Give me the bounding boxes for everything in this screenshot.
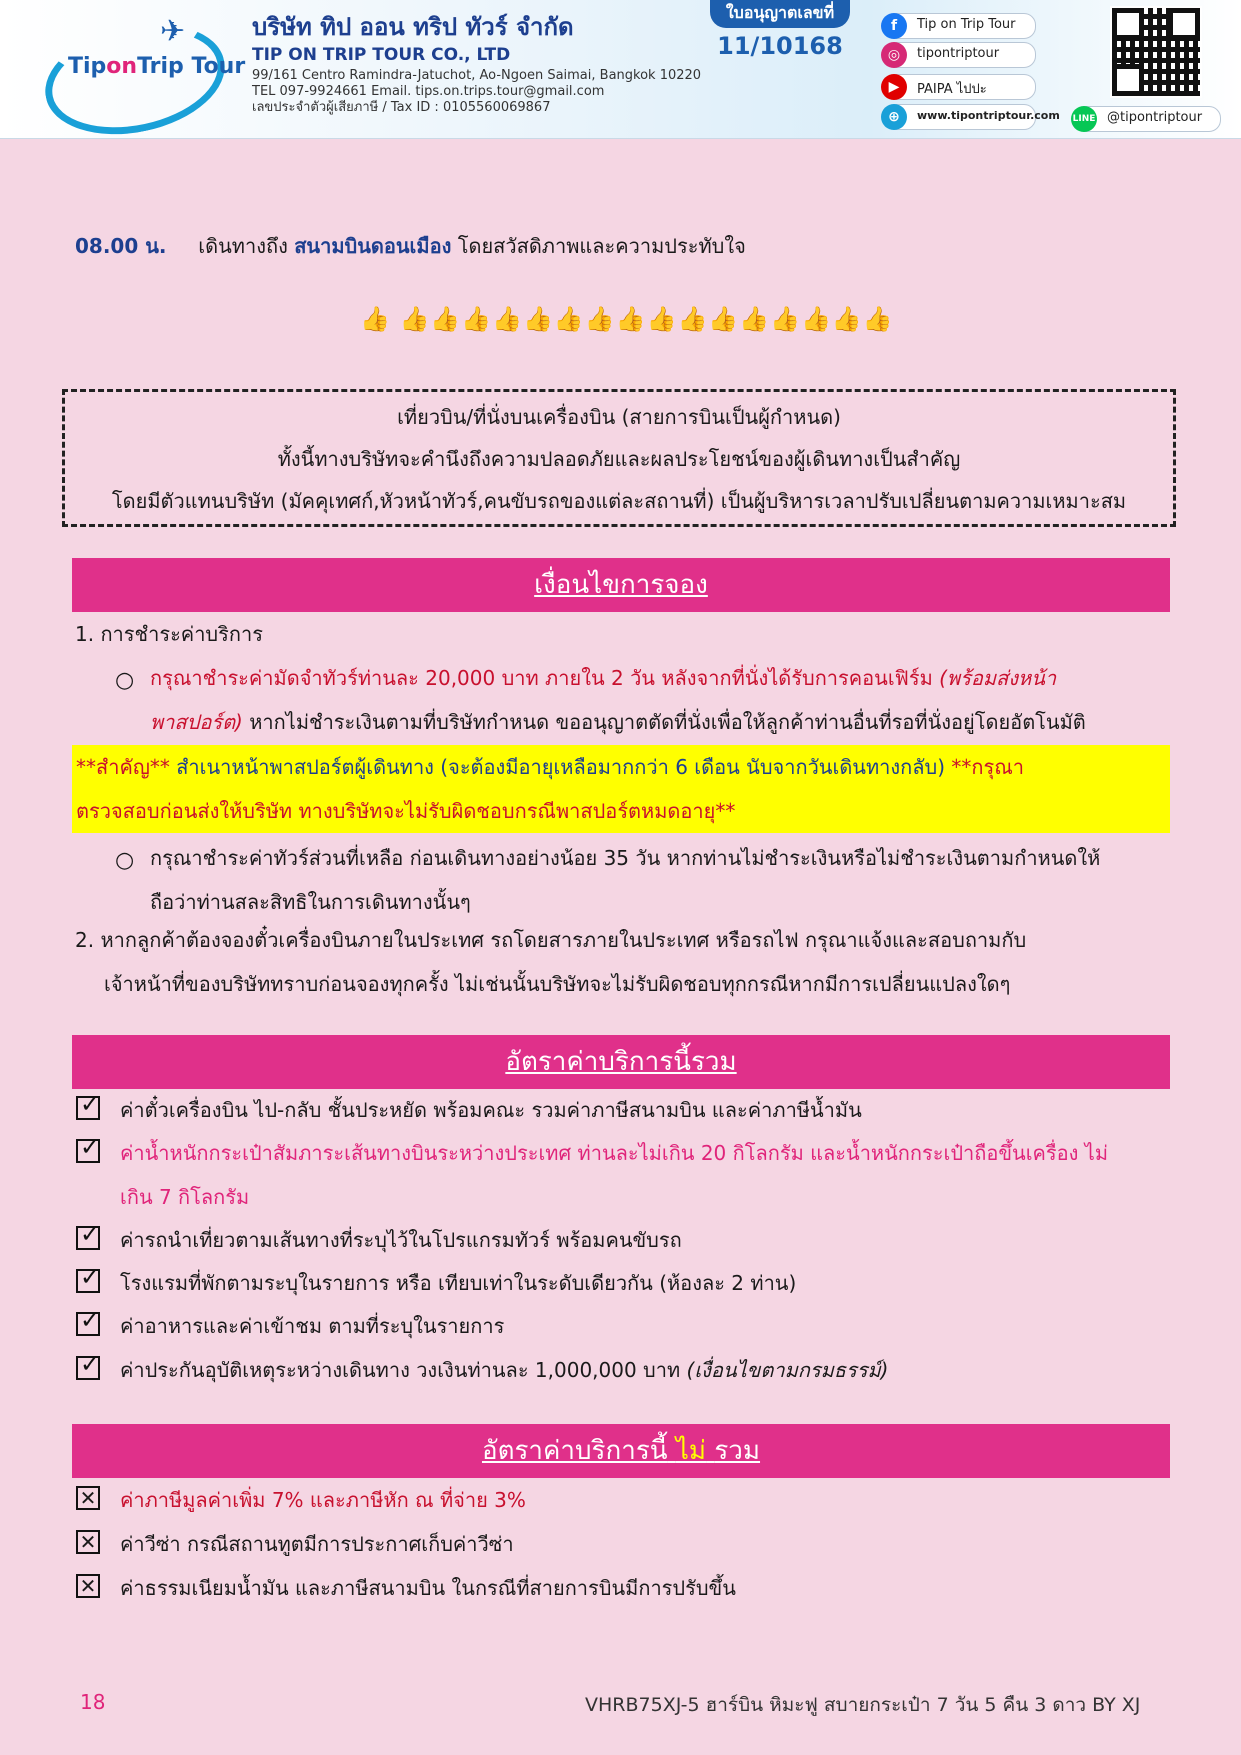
company-logo <box>42 12 246 124</box>
passport-important-note: **สำคัญ** สำเนาหน้าพาสปอร์ตผู้เดินทาง (จะต้องมีอายุเหลือมากกว่า 6 เดือน นับจากวันเดินทางกลับ) **กรุณา ตรวจสอบก่อนส่งให้บริษัท ทางบริษัทจะไม่รับผิดชอบกรณีพาสปอร์ตหมดอายุ** <box>72 745 1170 833</box>
note-line-3: โดยมีตัวแทนบริษัท (มัคคุเทศก์,หัวหน้าทัวร์,คนขับรถของแต่ละสถานที่) เป็นผู้บริหารเวลาปรับเปลี่ยนตามความเหมาะสม <box>111 489 1127 513</box>
note-line-2: ทั้งนี้ทางบริษัทจะคำนึงถึงความปลอดภัยและผลประโยชน์ของผู้เดินทางเป็นสำคัญ <box>277 447 961 471</box>
thumbs-up-divider: 👍 👍👍👍👍👍👍👍👍👍👍👍👍👍👍👍👍 <box>360 305 894 333</box>
balance-line-2: ถือว่าท่านสละสิทธิในการเดินทางนั้นๆ <box>150 890 471 914</box>
bullet-icon: ○ <box>115 668 135 693</box>
line-icon: LINE <box>1071 106 1097 132</box>
footer-tour-title: VHRB75XJ-5 ฮาร์บิน หิมะฟู สบายกระเป๋า 7 วัน 5 คืน 3 ดาว BY XJ <box>585 1694 1141 1716</box>
instagram-icon: ◎ <box>881 42 907 68</box>
included-heading: อัตราค่าบริการนี้รวม <box>72 1035 1170 1089</box>
line-link[interactable]: LINE @tipontriptour <box>1074 106 1221 132</box>
airplane-icon: ✈ <box>160 14 186 49</box>
included-item: ค่าน้ำหนักกระเป๋าสัมภาระเส้นทางบินระหว่างประเทศ ท่านละไม่เกิน 20 กิโลกรัม และน้ำหนักกระเป๋าถือขึ้นเครื่อง ไม่ <box>120 1141 1109 1165</box>
logo-text: TiponTrip Tour <box>68 54 246 79</box>
license-label: ใบอนุญาตเลขที่ <box>710 0 850 28</box>
company-contact: TEL 097-9924661 Email. tips.on.trips.tour@gmail.com <box>252 84 605 99</box>
balance-line-1: กรุณาชำระค่าทัวร์ส่วนที่เหลือ ก่อนเดินทางอย่างน้อย 35 วัน หากท่านไม่ชำระเงินหรือไม่ชำระเงินตามกำหนดให้ <box>150 846 1101 870</box>
checkbox-crossed-icon: ✕ <box>76 1486 100 1510</box>
excluded-item: ค่าวีซ่า กรณีสถานทูตมีการประกาศเก็บค่าวีซ่า <box>120 1532 514 1556</box>
included-item: ค่าประกันอุบัติเหตุระหว่างเดินทาง วงเงินท่านละ 1,000,000 บาท (เงื่อนไขตามกรมธรรม์) <box>120 1358 889 1382</box>
facebook-icon: f <box>881 13 907 39</box>
excluded-item: ค่าธรรมเนียมน้ำมัน และภาษีสนามบิน ในกรณีที่สายการบินมีการปรับขึ้น <box>120 1576 736 1600</box>
company-tax-id: เลขประจำตัวผู้เสียภาษี / Tax ID : 0105560069867 <box>252 100 551 115</box>
itinerary-time: 08.00 น. <box>75 234 167 258</box>
bullet-icon: ○ <box>115 848 135 873</box>
youtube-link[interactable]: ▶ PAIPA ไปปะ <box>884 74 1036 100</box>
note-line-1: เที่ยวบิน/ที่นั่งบนเครื่องบิน (สายการบินเป็นผู้กำหนด) <box>397 405 841 429</box>
company-info <box>252 12 702 116</box>
deposit-line-1: กรุณาชำระค่ามัดจำทัวร์ท่านละ 20,000 บาท ภายใน 2 วัน หลังจากที่นั่งได้รับการคอนเฟิร์ม (พร้อมส่งหน้า <box>150 666 1057 690</box>
page-number: 18 <box>80 1690 106 1714</box>
deposit-line-2: พาสปอร์ต) หากไม่ชำระเงินตามที่บริษัทกำหนด ขออนุญาตตัดที่นั่งเพื่อให้ลูกค้าท่านอื่นที่รอที่นั่งอยู่โดยอัตโนมัติ <box>150 710 1086 734</box>
booking-item-2-line-2: เจ้าหน้าที่ของบริษัททราบก่อนจองทุกครั้ง ไม่เช่นนั้นบริษัทจะไม่รับผิดชอบทุกกรณีหากมีการเปลี่ยนแปลงใดๆ <box>104 972 1011 996</box>
booking-conditions-heading: เงื่อนไขการจอง <box>72 558 1170 612</box>
included-item: ค่ารถนำเที่ยวตามเส้นทางที่ระบุไว้ในโปรแกรมทัวร์ พร้อมคนขับรถ <box>120 1228 682 1252</box>
company-address: 99/161 Centro Ramindra-Jatuchot, Ao-Ngoen Saimai, Bangkok 10220 <box>252 68 702 83</box>
globe-icon: ⊕ <box>881 104 907 130</box>
itinerary-line: 08.00 น. เดินทางถึง สนามบินดอนเมือง โดยสวัสดิภาพและความประทับใจ <box>75 234 746 258</box>
license-number: 11/10168 <box>717 32 843 60</box>
facebook-link[interactable]: f Tip on Trip Tour <box>884 13 1036 39</box>
included-item: ค่าอาหารและค่าเข้าชม ตามที่ระบุในรายการ <box>120 1314 505 1338</box>
checkbox-crossed-icon: ✕ <box>76 1574 100 1598</box>
company-name-th: บริษัท ทิป ออน ทริป ทัวร์ จำกัด <box>252 13 574 41</box>
checkbox-checked-icon: ✓ <box>76 1269 100 1293</box>
checkbox-checked-icon: ✓ <box>76 1139 100 1163</box>
excluded-item: ค่าภาษีมูลค่าเพิ่ม 7% และภาษีหัก ณ ที่จ่าย 3% <box>120 1488 526 1512</box>
included-item: โรงแรมที่พักตามระบุในรายการ หรือ เทียบเท่าในระดับเดียวกัน (ห้องละ 2 ท่าน) <box>120 1271 797 1295</box>
qr-code <box>1110 6 1202 98</box>
checkbox-checked-icon: ✓ <box>76 1226 100 1250</box>
company-name-en: TIP ON TRIP TOUR CO., LTD <box>252 45 511 65</box>
website-link[interactable]: ⊕ www.tipontriptour.com <box>884 104 1036 130</box>
included-item: ค่าตั๋วเครื่องบิน ไป-กลับ ชั้นประหยัด พร้อมคณะ รวมค่าภาษีสนามบิน และค่าภาษีน้ำมัน <box>120 1098 862 1122</box>
booking-item-1: 1. การชำระค่าบริการ <box>75 622 263 646</box>
booking-item-2-line-1: 2. หากลูกค้าต้องจองตั๋วเครื่องบินภายในประเทศ รถโดยสารภายในประเทศ หรือรถไฟ กรุณาแจ้งและสอบถามกับ <box>75 928 1027 952</box>
itinerary-place: สนามบินดอนเมือง <box>294 234 452 258</box>
checkbox-crossed-icon: ✕ <box>76 1530 100 1554</box>
flight-note-box <box>62 389 1176 527</box>
checkbox-checked-icon: ✓ <box>76 1096 100 1120</box>
youtube-icon: ▶ <box>881 74 907 100</box>
instagram-link[interactable]: ◎ tipontriptour <box>884 42 1036 68</box>
checkbox-checked-icon: ✓ <box>76 1356 100 1380</box>
excluded-heading: อัตราค่าบริการนี้ ไม่ รวม <box>72 1424 1170 1478</box>
checkbox-checked-icon: ✓ <box>76 1312 100 1336</box>
page-header <box>0 0 1241 139</box>
included-item-cont: เกิน 7 กิโลกรัม <box>120 1185 250 1209</box>
